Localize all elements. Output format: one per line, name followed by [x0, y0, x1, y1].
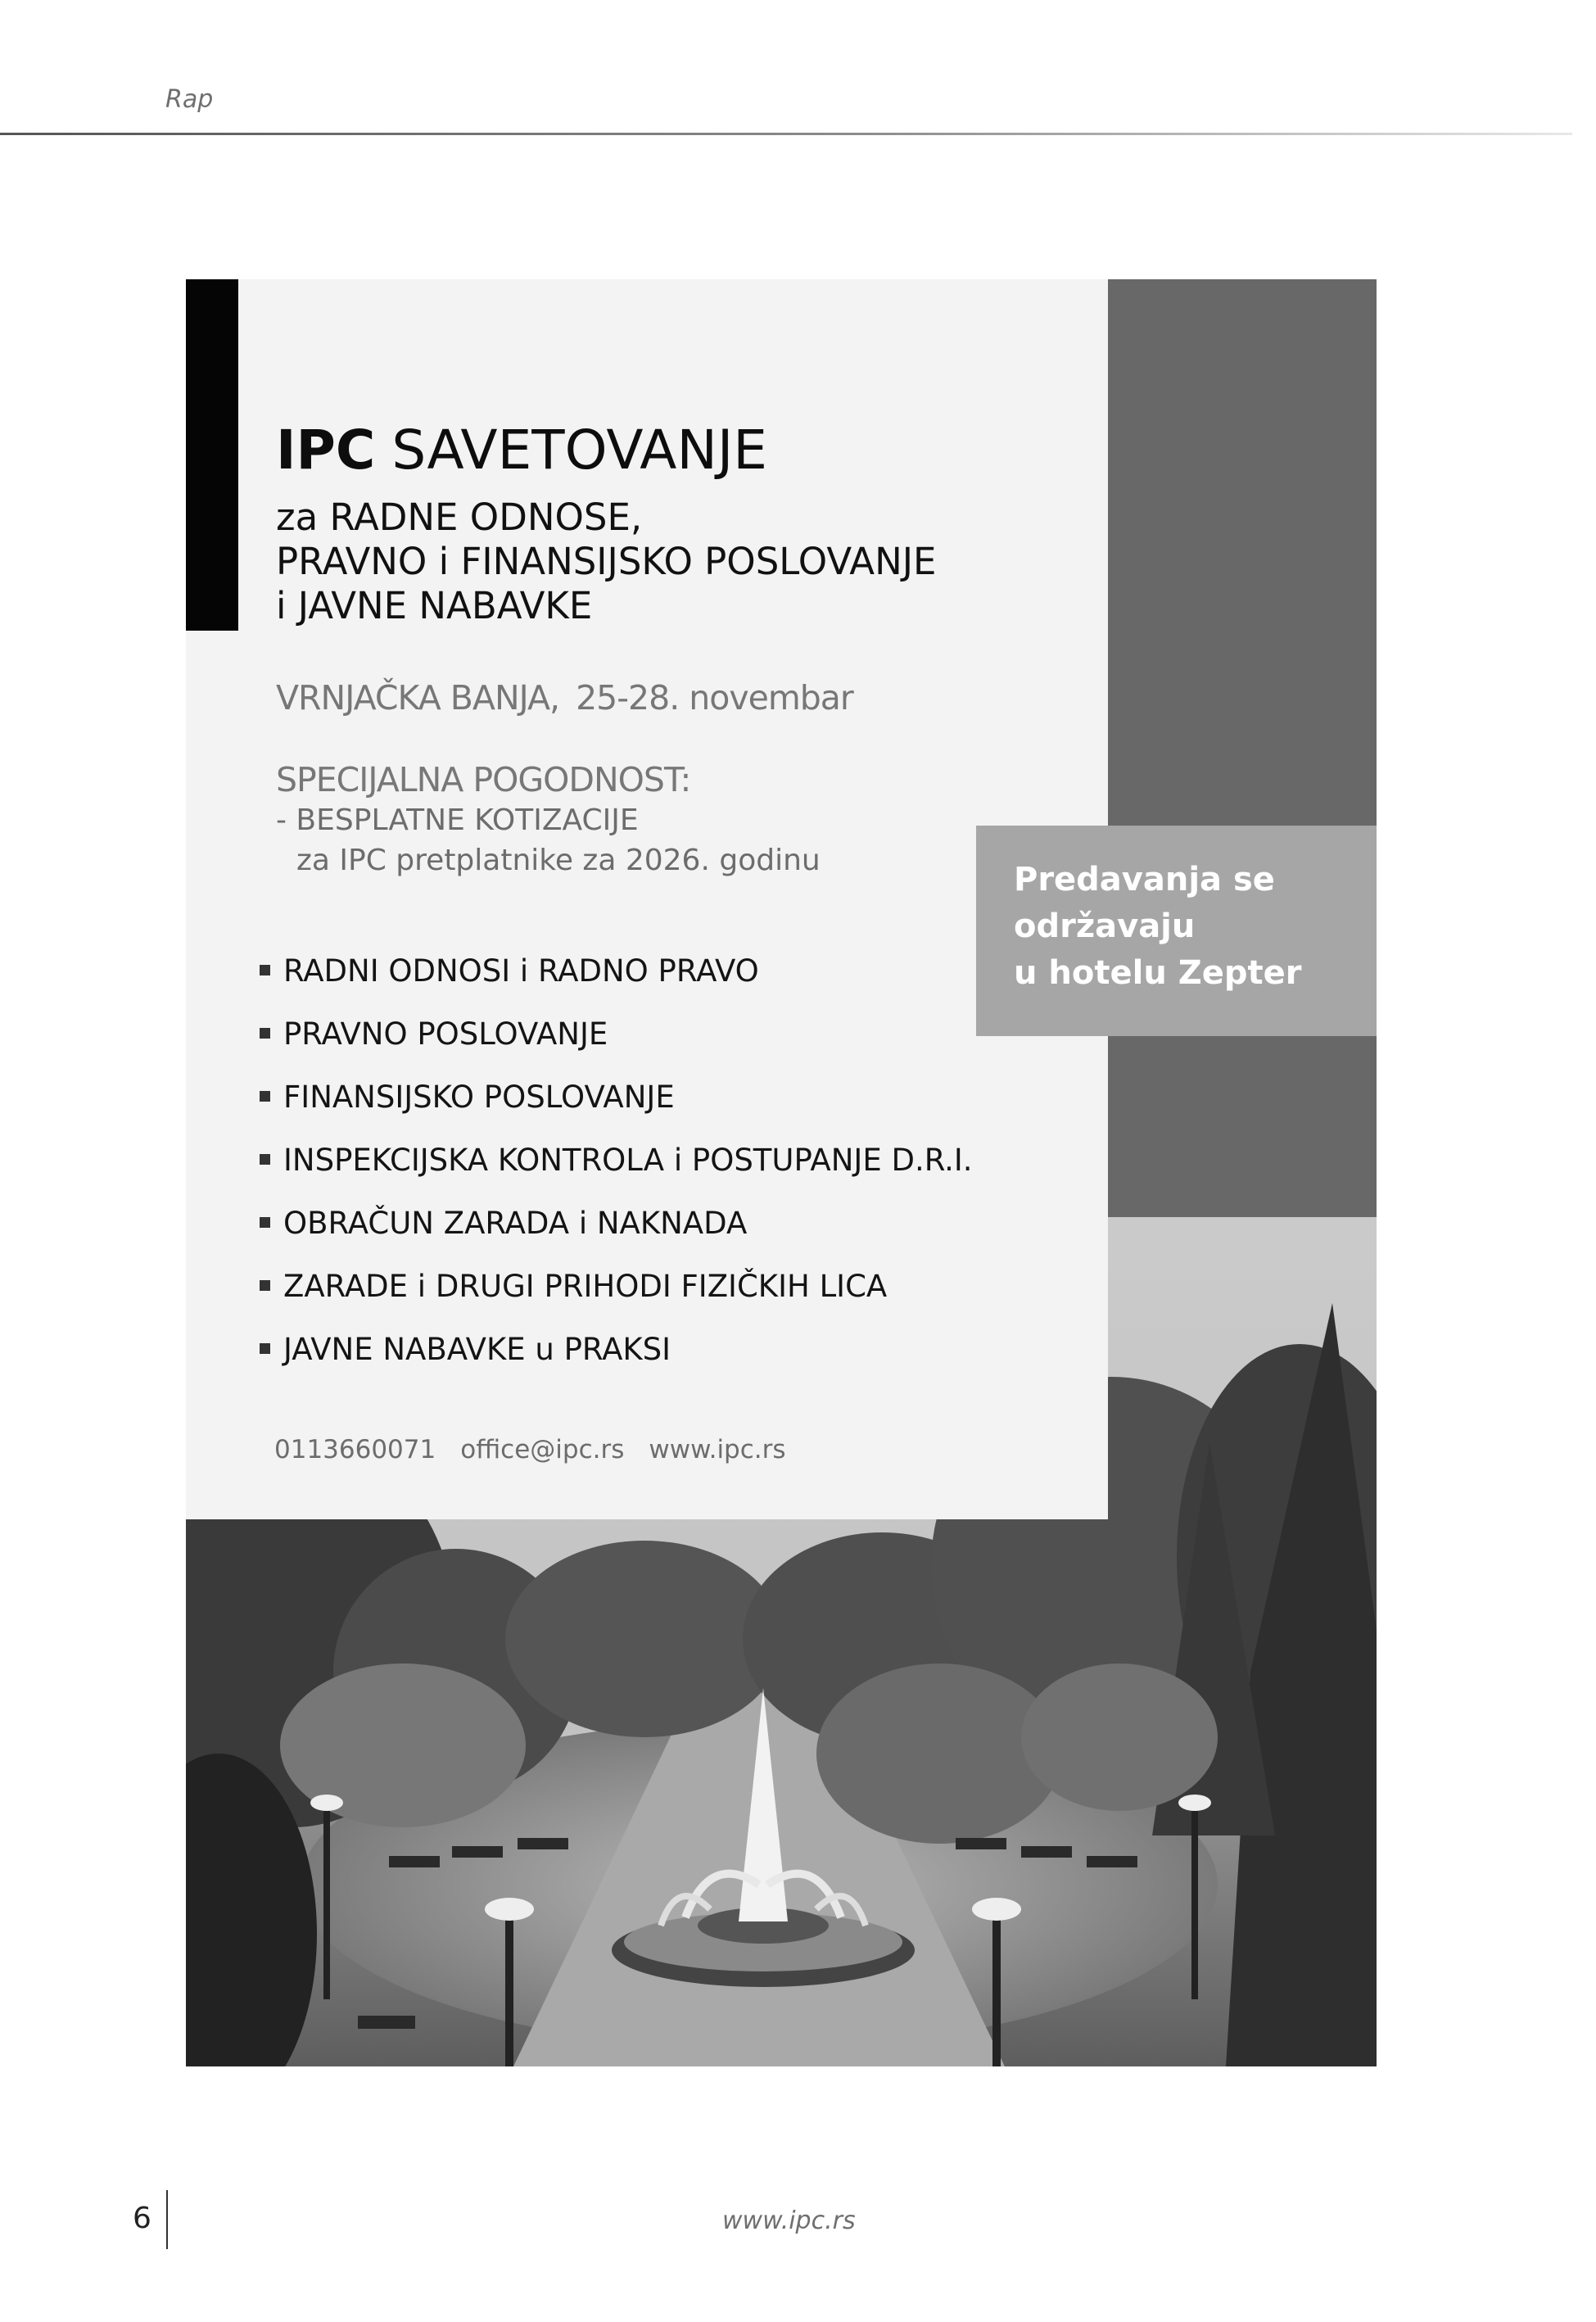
header-rule: [0, 133, 1572, 135]
square-bullet-icon: [260, 1280, 270, 1291]
square-bullet-icon: [260, 965, 270, 975]
event-location-date: [276, 678, 853, 717]
list-item: [260, 1332, 671, 1373]
contact-website[interactable]: www.ipc.rs: [649, 1435, 786, 1464]
venue-note-text: Predavanja se održavaju u hotelu Zepter: [1014, 861, 1302, 992]
page-number: 6: [133, 2202, 151, 2235]
advertisement: [186, 279, 1377, 2066]
list-item: [260, 953, 759, 994]
ad-subtitle-line-3: i JAVNE NABAVKE: [276, 584, 593, 627]
ad-title-rest: SAVETOVANJE: [391, 419, 767, 482]
footer-rule: [166, 2190, 168, 2249]
square-bullet-icon: [260, 1217, 270, 1228]
black-accent-bar: [186, 279, 238, 631]
topic-label: OBRAČUN ZARADA i NAKNADA: [283, 1206, 748, 1241]
contact-line: [274, 1435, 811, 1464]
topic-label: RADNI ODNOSI i RADNO PRAVO: [283, 953, 759, 989]
special-offer-heading: SPECIJALNA POGODNOST:: [276, 760, 691, 799]
running-head: Rap: [165, 85, 214, 114]
square-bullet-icon: [260, 1343, 270, 1354]
topic-label: FINANSIJSKO POSLOVANJE: [283, 1080, 675, 1115]
benefit-line-1: - BESPLATNE KOTIZACIJE: [276, 803, 639, 837]
list-item: [260, 1206, 747, 1247]
gray-side-bar: [1107, 279, 1377, 1217]
venue-note-box: [976, 826, 1377, 1036]
square-bullet-icon: [260, 1091, 270, 1102]
list-item: [260, 1143, 973, 1184]
contact-email[interactable]: office@ipc.rs: [460, 1435, 625, 1464]
list-item: [260, 1016, 608, 1057]
topic-label: ZARADE i DRUGI PRIHODI FIZIČKIH LICA: [283, 1269, 888, 1304]
ad-subtitle-line-2: PRAVNO i FINANSIJSKO POSLOVANJE: [276, 540, 937, 583]
topic-label: JAVNE NABAVKE u PRAKSI: [283, 1332, 671, 1367]
ad-text-panel: [186, 279, 1108, 1519]
ad-subtitle-line-1: za RADNE ODNOSE,: [276, 496, 643, 539]
square-bullet-icon: [260, 1154, 270, 1165]
event-date: 25-28. novembar: [576, 678, 853, 717]
event-location: VRNJAČKA BANJA,: [276, 678, 560, 717]
square-bullet-icon: [260, 1028, 270, 1039]
ad-title: [276, 419, 767, 482]
topic-label: INSPEKCIJSKA KONTROLA i POSTUPANJE D.R.I.: [283, 1143, 973, 1178]
contact-phone: 0113660071: [274, 1435, 436, 1464]
list-item: [260, 1080, 675, 1120]
list-item: [260, 1269, 887, 1310]
topic-label: PRAVNO POSLOVANJE: [283, 1016, 608, 1052]
footer-url[interactable]: www.ipc.rs: [722, 2207, 856, 2235]
benefit-line-2: za IPC pretplatnike za 2026. godinu: [296, 844, 821, 877]
ad-title-brand: IPC: [276, 419, 376, 482]
